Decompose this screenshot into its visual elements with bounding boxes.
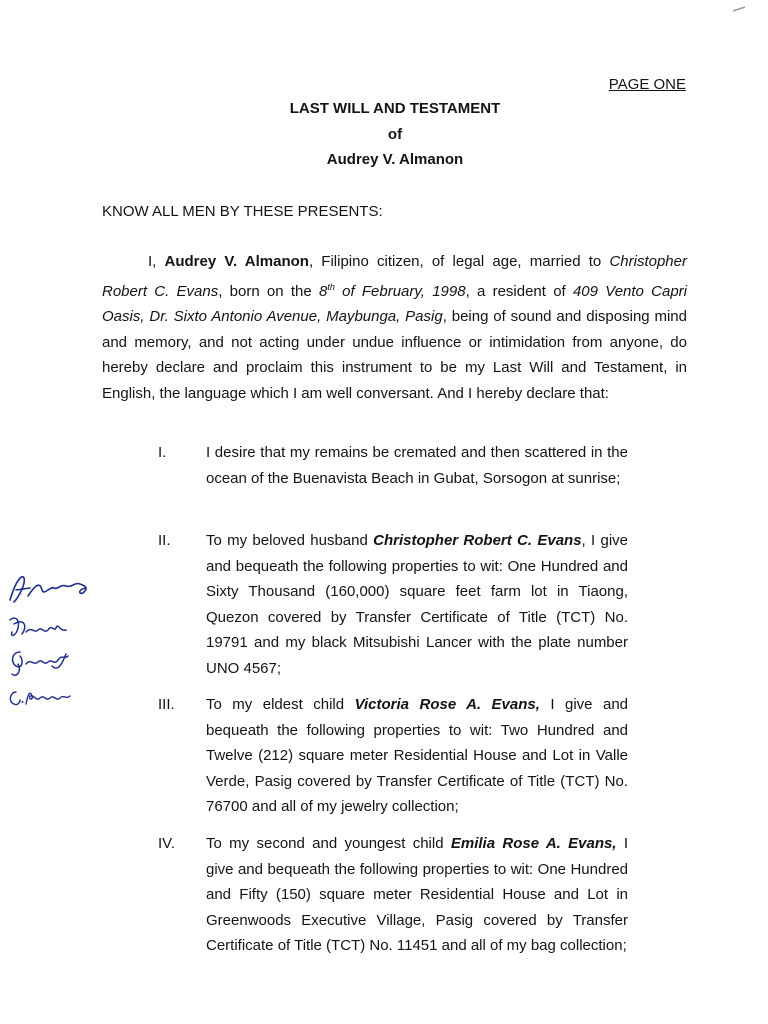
- list-item: [158, 831, 688, 959]
- signature-1: [6, 570, 96, 606]
- signature-3: [6, 646, 76, 680]
- item-number: III.: [158, 696, 175, 713]
- title-of: of: [387, 126, 403, 143]
- item-text: To my second and youngest child Emilia Rose A. Evans, I give and bequeath the following properties to wit: One Hundred and Fifty (150) square meter Residential House and Lot in Greenwoods Executive Village, Pasig covered by Transfer Certificate of Title (TCT) No. 11451 and all of my bag collection;: [206, 835, 628, 954]
- list-item: [158, 692, 688, 820]
- address: 409 Vento Capri Oasis, Dr. Sixto Antonio Avenue, Maybunga, Pasig: [102, 282, 687, 326]
- testator-name-heading: Audrey V. Almanon: [326, 151, 464, 168]
- item-number: II.: [158, 532, 171, 549]
- scan-mark: [732, 6, 746, 12]
- list-item: [158, 440, 688, 491]
- item-number: IV.: [158, 835, 175, 852]
- item-text: To my beloved husband Christopher Robert C. Evans, I give and bequeath the following properties to wit: One Hundred and Sixty Thousand (160,000) square feet farm lot in Tiaong, Quezon covered by Transfer Certificate of Title (TCT) No. 19791 and my black Mitsubishi Lancer with the plate number UNO 4567;: [206, 532, 628, 677]
- document-title: LAST WILL AND TESTAMENT: [289, 100, 501, 117]
- page-label: PAGE ONE: [608, 76, 686, 93]
- signature-4: [6, 686, 76, 710]
- birth-date: 8th of February, 1998: [318, 281, 466, 300]
- beneficiary-name: Victoria Rose A. Evans,: [354, 696, 540, 713]
- beneficiary-name: Christopher Robert C. Evans: [373, 532, 582, 549]
- beneficiary-name: Emilia Rose A. Evans,: [450, 835, 617, 852]
- margin-signatures: [6, 570, 98, 720]
- item-number: I.: [158, 444, 167, 461]
- testator-name: Audrey V. Almanon: [164, 253, 309, 270]
- intro-paragraph: I, Audrey V. Almanon, Filipino citizen, of legal age, married to Christopher Robert C. Evans, born on the 8th of February, 1998, a resident of 409 Vento Capri Oasis, Dr. Sixto Antonio Avenue, Maybunga, Pasig, being of sound and disposing mind and memory, and not acting under undue influence or intimidation from anyone, do hereby declare and proclaim this instrument to be my Last Will and Testament, in English, the language which I am well conversant. And I hereby declare that:: [102, 253, 687, 402]
- list-item: [158, 528, 688, 681]
- salutation: KNOW ALL MEN BY THESE PRESENTS:: [102, 203, 383, 220]
- item-text: To my eldest child Victoria Rose A. Evans, I give and bequeath the following properties to wit: Two Hundred and Twelve (212) square meter Residential House and Lot in Valle Verde, Pasig covered by Transfer Certificate of Title (TCT) No. 76700 and all of my jewelry collection;: [206, 696, 629, 815]
- item-text: I desire that my remains be cremated and then scattered in the ocean of the Buenavista Beach in Gubat, Sorsogon at sunrise;: [206, 444, 628, 487]
- signature-2: [6, 612, 76, 642]
- spouse-name: Christopher Robert C. Evans: [102, 253, 687, 300]
